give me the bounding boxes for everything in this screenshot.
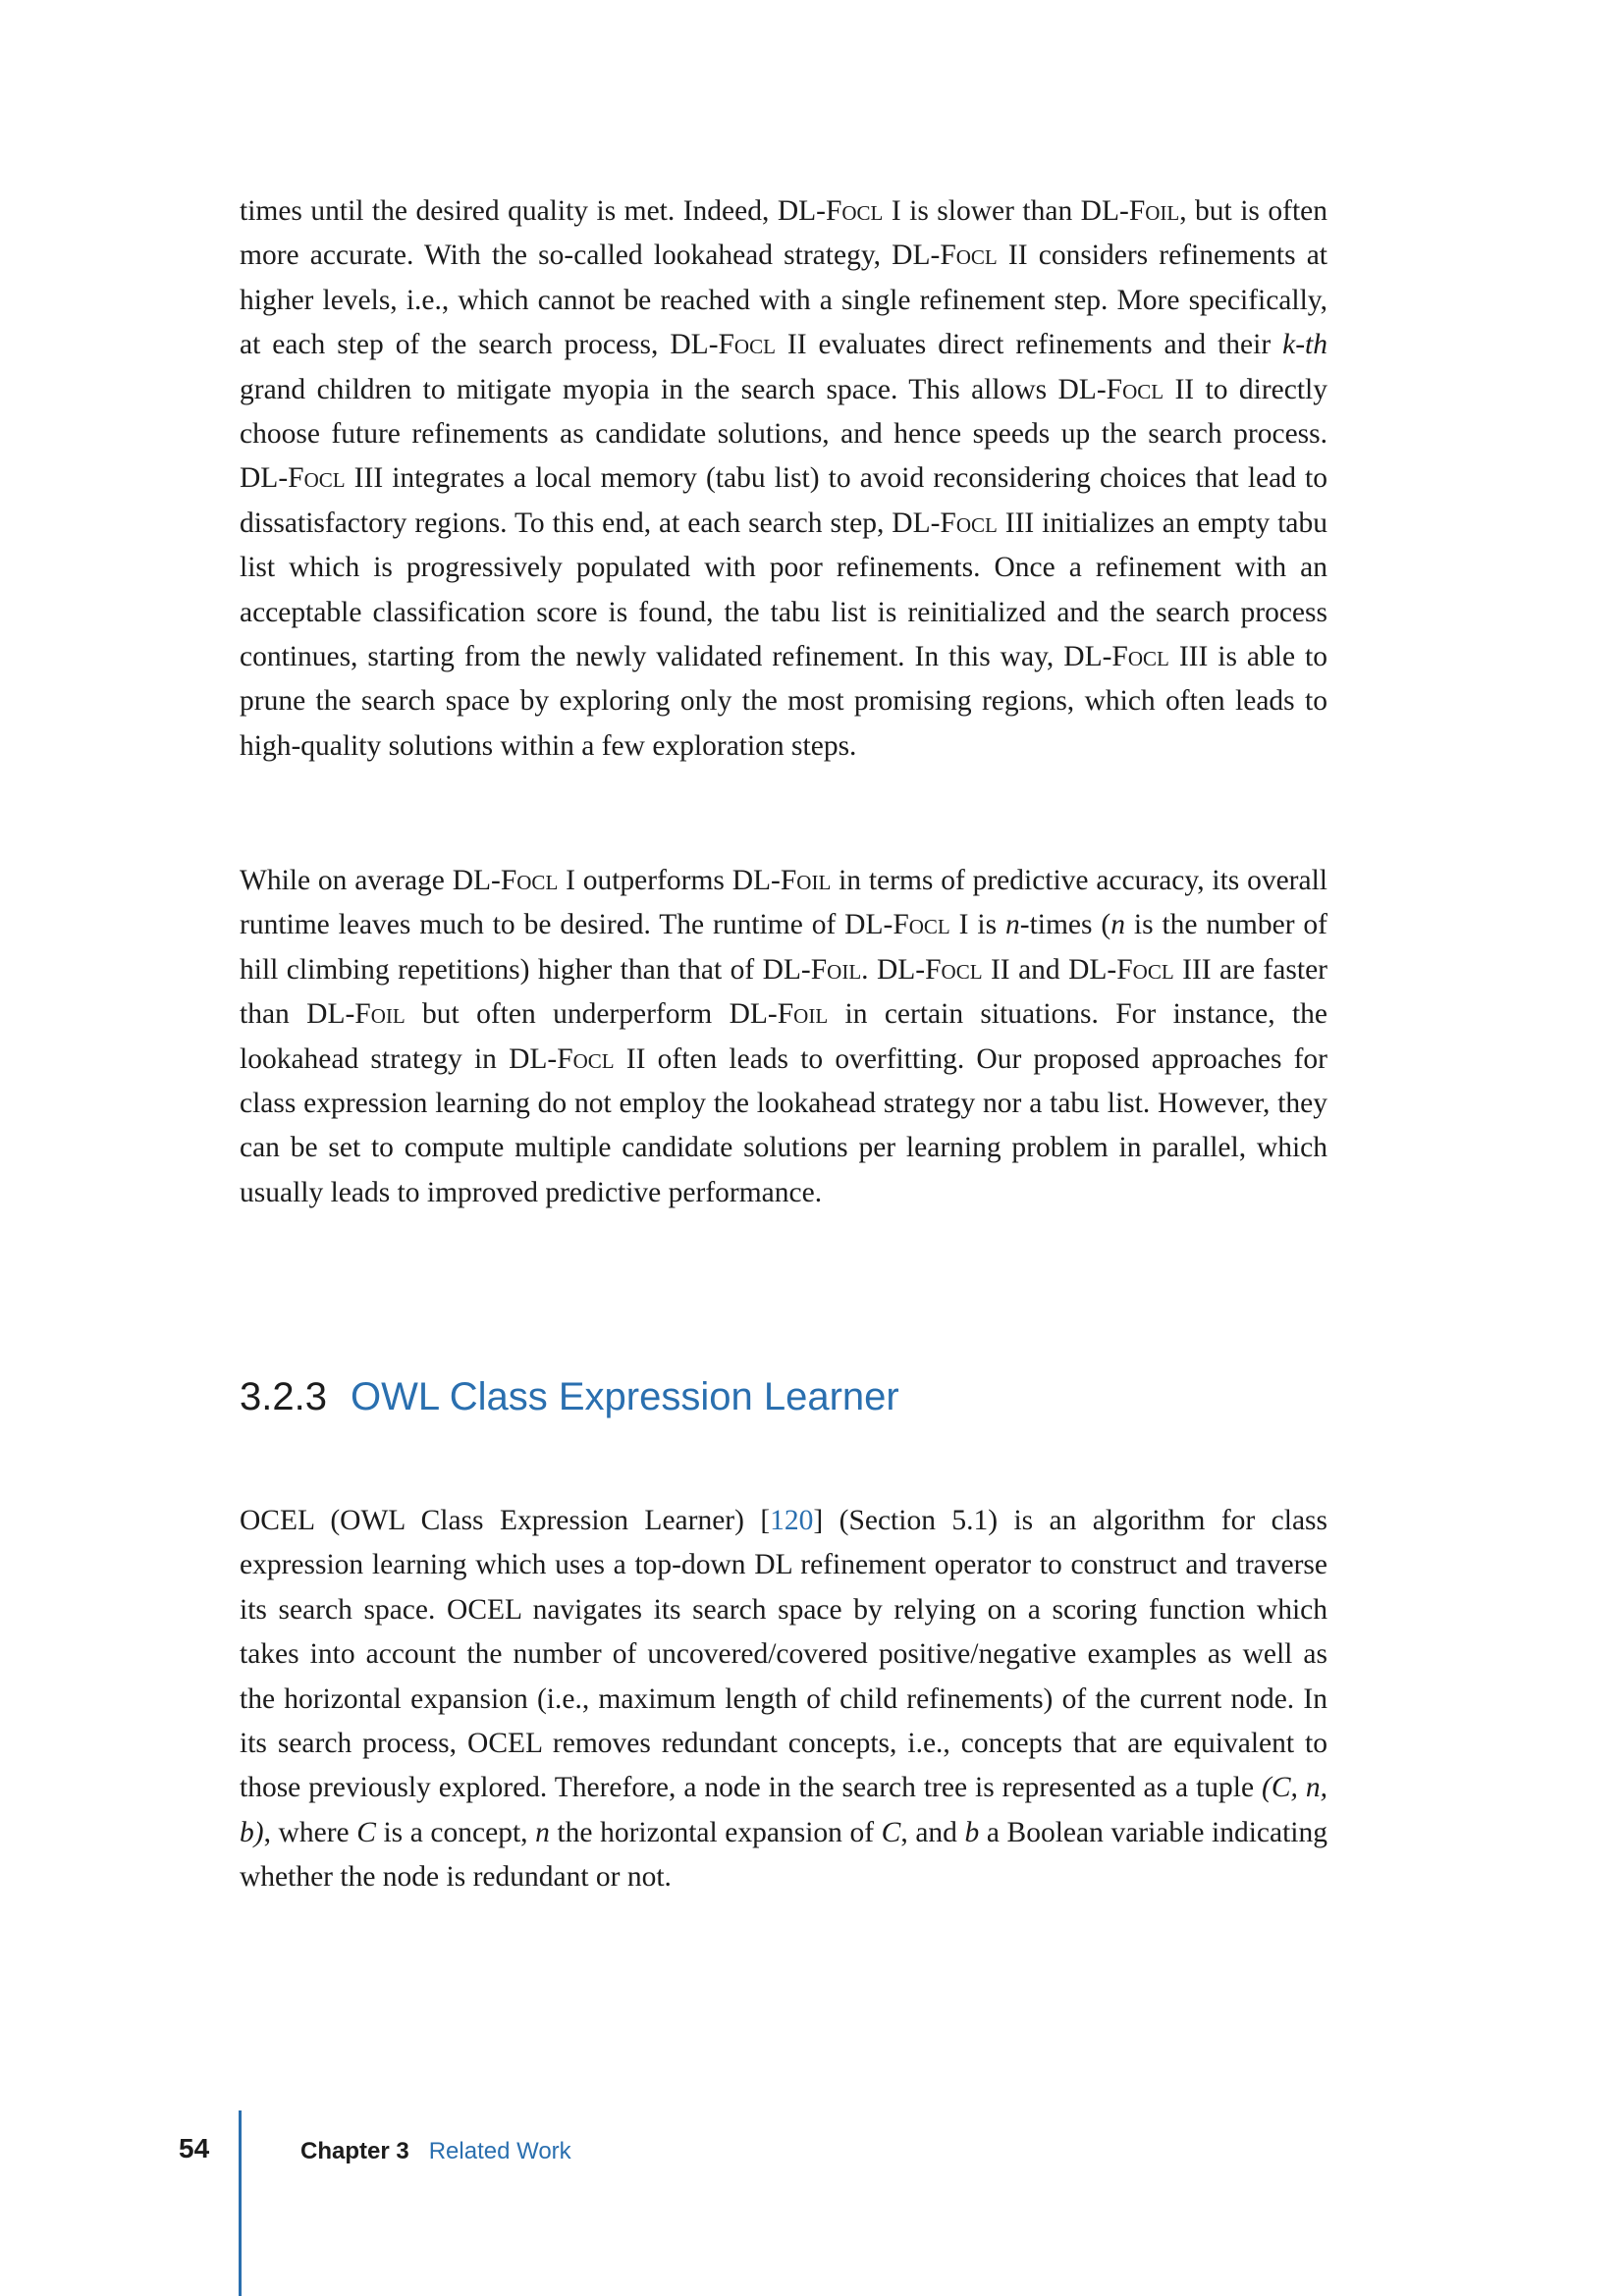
system-name: Focl <box>557 1042 615 1075</box>
system-name: Focl <box>1116 953 1174 986</box>
system-name: Focl <box>893 909 950 941</box>
text-run: III are faster than DL- <box>240 953 1327 1031</box>
section-title: OWL Class Expression Learner <box>350 1375 899 1418</box>
math-term: (C, n, b) <box>240 1772 1327 1848</box>
text-run: times until the desired quality is met. Indeed, DL- <box>240 195 826 227</box>
text-run: While on average DL- <box>240 865 501 896</box>
text-run: II and DL- <box>982 953 1117 986</box>
system-name: Focl <box>718 329 776 361</box>
system-name: Focl <box>1111 641 1169 673</box>
text-run: in terms of predictive accuracy, its overall runtime leaves much to be desired. The runtime of DL- <box>240 865 1327 941</box>
text-run: , and <box>900 1816 965 1848</box>
system-name: Foil <box>810 953 862 986</box>
system-name: Focl <box>940 240 998 272</box>
math-term: C <box>356 1816 376 1848</box>
text-run: I is <box>949 909 1005 941</box>
text-run: is the number of hill climbing repetitions) higher than that of DL- <box>240 909 1328 986</box>
system-name: Foil <box>777 998 829 1031</box>
text-run: II to directly choose future refinements as candidate solutions, and hence speeds up the search process. DL- <box>240 373 1327 495</box>
math-term: n <box>1110 909 1125 941</box>
text-run: . DL- <box>861 953 926 986</box>
paragraph-dl-focl-variants <box>240 189 1327 769</box>
paragraph-performance-comparison <box>240 859 1327 1215</box>
text-run: II often leads to overfitting. Our proposed approaches for class expression learning do not employ the lookahead strategy nor a tabu list. However, they can be set to compute multiple candidate solutions per learning problem in parallel, which usually leads to improved predictive performance. <box>240 1042 1327 1208</box>
text-run: III integrates a local memory (tabu list) to avoid reconsidering choices that lead to dissatisfactory regions. To this end, at each search step, DL- <box>240 462 1327 539</box>
text-run: I outperforms DL- <box>558 865 781 896</box>
text-run: III is able to prune the search space by exploring only the most promising regions, which often leads to high-quality solutions within a few exploration steps. <box>240 641 1327 762</box>
footer-divider <box>239 2110 242 2296</box>
text-run: I is slower than DL- <box>883 195 1129 227</box>
text-run: II evaluates direct refinements and their <box>775 329 1283 361</box>
text-run: OCEL (OWL Class Expression Learner) [ <box>240 1505 771 1536</box>
text-run: -times ( <box>1019 909 1111 941</box>
system-name: Focl <box>940 507 998 539</box>
system-name: Focl <box>825 195 884 227</box>
citation-link[interactable]: 120 <box>770 1505 814 1536</box>
text-run: III initializes an empty tabu list which is progressively populated with poor refinements. Once a refinement with an acceptable classification score is found, the tabu list is reinitialized and the search process continues, starting from the newly validated refinement. In this way, DL- <box>240 507 1327 673</box>
math-term: C <box>881 1816 901 1848</box>
text-run: grand children to mitigate myopia in the search space. This allows DL- <box>240 373 1107 405</box>
paragraph-ocel <box>240 1499 1327 1900</box>
math-term: k-th <box>1282 329 1327 361</box>
system-name: Foil <box>354 998 406 1031</box>
system-name: Focl <box>925 953 983 986</box>
section-heading <box>240 1372 899 1421</box>
math-term: n <box>535 1816 550 1848</box>
text-run: II considers refinements at higher levels, i.e., which cannot be reached with a single refinement step. More specifically, at each step of the search process, DL- <box>240 240 1327 361</box>
running-footer <box>300 2137 571 2166</box>
text-run: but often underperform DL- <box>405 998 778 1031</box>
page-number: 54 <box>179 2133 210 2163</box>
system-name: Focl <box>500 865 559 896</box>
system-name: Focl <box>1106 373 1164 405</box>
text-run: ] (Section 5.1) is an algorithm for class expression learning which uses a top-down DL refinement operator to construct and traverse its search space. OCEL navigates its search space by relying on a scoring function which takes into account the number of uncovered/covered positive/negative examples as well as the horizontal expansion (i.e., maximum length of child refinements) of the current node. In its search process, OCEL removes redundant concepts, i.e., concepts that are equivalent to those previously explored. Therefore, a node in the search tree is represented as a tuple <box>240 1505 1327 1804</box>
system-name: Focl <box>288 462 346 495</box>
text-run: a Boolean variable indicating whether the node is redundant or not. <box>240 1816 1327 1894</box>
text-run: , but is often more accurate. With the so-called lookahead strategy, DL- <box>240 195 1327 272</box>
text-run: in certain situations. For instance, the lookahead strategy in DL- <box>240 998 1328 1075</box>
chapter-label: Chapter 3 <box>300 2138 409 2164</box>
text-run: , where <box>263 1816 357 1848</box>
math-term: n <box>1005 909 1020 941</box>
section-number: 3.2.3 <box>240 1375 327 1418</box>
system-name: Foil <box>1128 195 1180 227</box>
text-run: the horizontal expansion of <box>549 1816 882 1848</box>
math-term: b <box>964 1816 980 1848</box>
text-run: is a concept, <box>375 1816 536 1848</box>
system-name: Foil <box>780 865 832 896</box>
chapter-title-link[interactable]: Related Work <box>428 2138 571 2164</box>
